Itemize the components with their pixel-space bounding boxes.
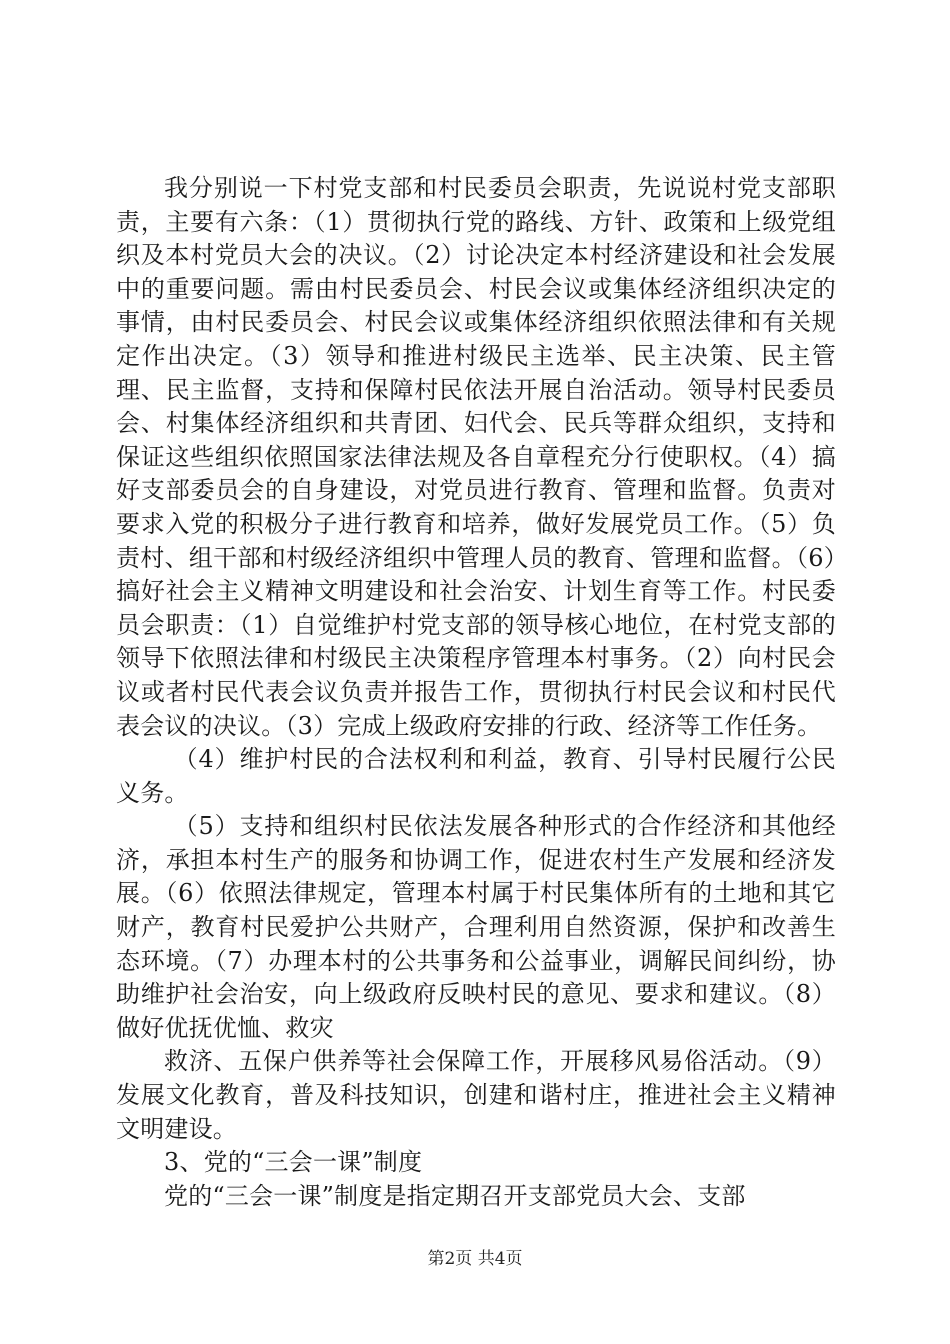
paragraph-item-9: 救济、五保户供养等社会保障工作，开展移风易俗活动。（9）发展文化教育，普及科技知识，创建和谐村庄，推进社会主义精神文明建设。	[116, 1047, 836, 1143]
paragraph-item-5-8: （5）支持和组织村民依法发展各种形式的合作经济和其他经济，承担本村生产的服务和协调工作，促进农村生产发展和经济发展。（6）依照法律规定，管理本村属于村民集体所有的土地和其它财产，教育村民爱护公共财产，合理利用自然资源，保护和改善生态环境。（7）办理本村的公共事务和公益事业，调解民间纠纷，协助维护社会治安，向上级政府反映村民的意见、要求和建议。（8）做好优抚优恤、救灾	[116, 812, 836, 1042]
paragraph-item-4: （4）维护村民的合法权利和利益，教育、引导村民履行公民义务。	[116, 745, 836, 807]
paragraph-three-meetings: 党的“三会一课”制度是指定期召开支部党员大会、支部	[164, 1181, 746, 1210]
page-footer: 第2页 共4页	[427, 1249, 523, 1269]
document-body	[116, 172, 836, 1213]
section-heading: 3、党的“三会一课”制度	[164, 1148, 423, 1177]
paragraph-duties: 我分别说一下村党支部和村民委员会职责，先说说村党支部职责，主要有六条：（1）贯彻执行党的路线、方针、政策和上级党组织及本村党员大会的决议。（2）讨论决定本村经济建设和社会发展中的重要问题。需由村民委员会、村民会议或集体经济组织决定的事情，由村民委员会、村民会议或集体经济组织依照法律和有关规定作出决定。（3）领导和推进村级民主选举、民主决策、民主管理、民主监督，支持和保障村民依法开展自治活动。领导村民委员会、村集体经济组织和共青团、妇代会、民兵等群众组织，支持和保证这些组织依照国家法律法规及各自章程充分行使职权。（4）搞好支部委员会的自身建设，对党员进行教育、管理和监督。负责对要求入党的积极分子进行教育和培养，做好发展党员工作。（5）负责村、组干部和村级经济组织中管理人员的教育、管理和监督。（6）搞好社会主义精神文明建设和社会治安、计划生育等工作。村民委员会职责：（1）自觉维护村党支部的领导核心地位，在村党支部的领导下依照法律和村级民主决策程序管理本村事务。（2）向村民会议或者村民代表会议负责并报告工作，贯彻执行村民会议和村民代表会议的决议。（3）完成上级政府安排的行政、经济等工作任务。	[116, 174, 836, 740]
